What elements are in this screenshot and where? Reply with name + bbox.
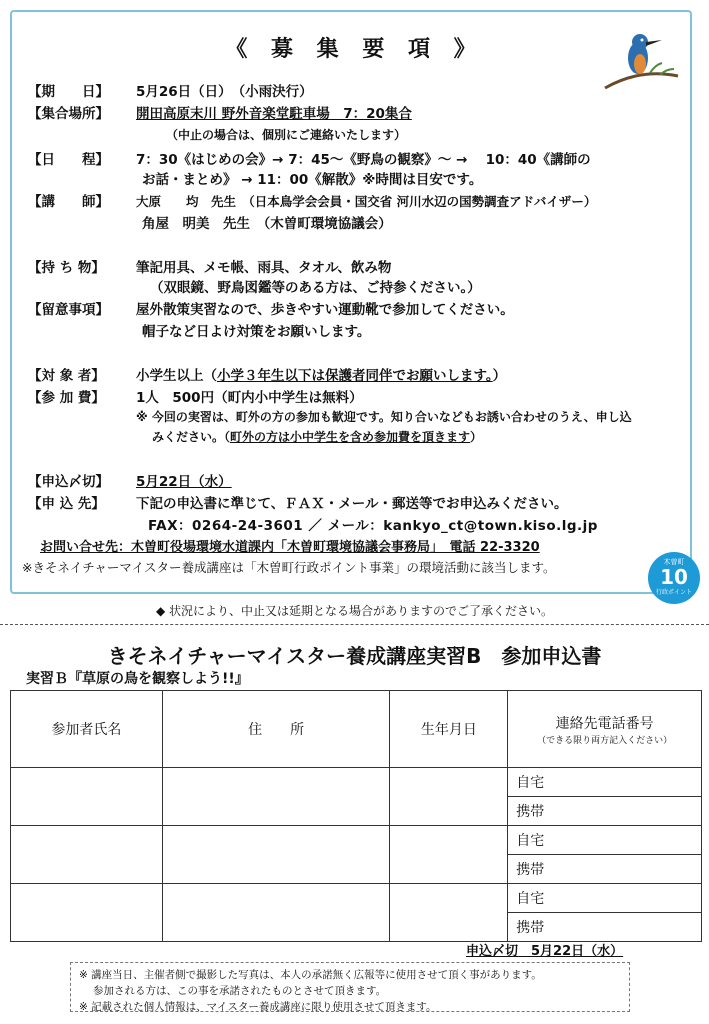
header-birthdate: 生年月日 xyxy=(390,691,508,768)
deadline-label: 【申込〆切】 xyxy=(28,474,109,490)
phone-note: （できる限り両方記入ください） xyxy=(537,735,673,746)
header-address: 住 所 xyxy=(162,691,390,768)
cut-line xyxy=(0,624,709,625)
home-phone-3[interactable]: 自宅 xyxy=(508,884,702,913)
mobile-phone-3[interactable]: 携帯 xyxy=(508,913,702,942)
place-note: （中止の場合は、個別にご連絡いたします） xyxy=(166,128,407,142)
badge-number: 10 xyxy=(660,565,688,589)
home-phone-2[interactable]: 自宅 xyxy=(508,826,702,855)
apply-label: 【申 込 先】 xyxy=(28,496,105,512)
name-field-2[interactable] xyxy=(11,826,163,884)
home-phone-1[interactable]: 自宅 xyxy=(508,768,702,797)
fee-note-2-underlined: 町外の方は小中学生を含め参加費を頂きます xyxy=(230,430,471,444)
schedule-line1: 7：30《はじめの会》→ 7：45～《野鳥の観察》～ → 10：40《講師の xyxy=(136,152,591,168)
caution-line1: 屋外散策実習なので、歩きやすい運動靴で参加してください。 xyxy=(136,302,514,318)
target-label: 【対 象 者】 xyxy=(28,368,105,384)
points-badge xyxy=(648,552,700,604)
page-title: 《 募 集 要 項 》 xyxy=(225,37,484,62)
notes-box xyxy=(70,962,630,1012)
header-phone-label: 連絡先電話番号 xyxy=(555,715,654,732)
points-note: ※きそネイチャーマイスター養成講座は「木曽町行政ポイント事業」の環境活動に該当します。 xyxy=(22,560,556,575)
badge-bottom: 行政ポイント xyxy=(655,589,692,596)
mobile-phone-1[interactable]: 携帯 xyxy=(508,797,702,826)
name-field-3[interactable] xyxy=(11,884,163,942)
fee-note-2-prefix: みください。（ xyxy=(152,430,231,444)
fee-value: 1人 500円（町内小中学生は無料） xyxy=(136,390,363,406)
caution-line2: 帽子など日よけ対策をお願いします。 xyxy=(142,324,371,340)
form-subtitle: 実習Ｂ『草原の鳥を観察しよう!!』 xyxy=(26,671,249,687)
kingfisher-illustration xyxy=(600,28,680,98)
target-suffix: ） xyxy=(492,368,507,384)
application-table xyxy=(10,690,702,942)
items-value: 筆記用具、メモ帳、雨具、タオル、飲み物 xyxy=(136,260,392,276)
address-field-2[interactable] xyxy=(162,826,390,884)
items-note: （双眼鏡、野鳥図鑑等のある方は、ご持参ください。） xyxy=(150,280,481,296)
fee-note-2-suffix: ） xyxy=(470,430,483,444)
items-label: 【持 ち 物】 xyxy=(28,260,105,276)
birthdate-field-1[interactable] xyxy=(390,768,508,826)
mobile-phone-2[interactable]: 携帯 xyxy=(508,855,702,884)
inquiry-line: お問い合せ先：木曽町役場環境水道課内「木曽町環境協議会事務局」 電話 22-3320 xyxy=(40,540,540,555)
badge-top: 木曽町 xyxy=(663,558,685,566)
header-name: 参加者氏名 xyxy=(11,691,163,768)
note-line-1: ※ 講座当日、主催者側で撮影した写真は、本人の承諾無く広報等に使用させて頂く事があります。 xyxy=(79,969,542,981)
name-field-1[interactable] xyxy=(11,768,163,826)
form-deadline: 申込〆切 5月22日（水） xyxy=(466,944,624,959)
birthdate-field-3[interactable] xyxy=(390,884,508,942)
lecturer-2: 角屋 明美 先生 （木曽町環境協議会） xyxy=(142,216,392,232)
contact-line: FAX：0264-24-3601 ／ メール：kankyo_ct@town.kiso.lg.jp xyxy=(148,518,598,534)
fee-note-1: ※ 今回の実習は、町外の方の参加も歓迎です。知り合いなどもお誘い合わせのうえ、申し込 xyxy=(136,410,632,424)
date-value: 5月26日（日） （小雨決行） xyxy=(136,84,313,100)
form-title: きそネイチャーマイスター養成講座実習B 参加申込書 xyxy=(107,644,602,668)
postpone-note: ◆ 状況により、中止又は延期となる場合がありますのでご了承ください。 xyxy=(155,604,554,618)
caution-label: 【留意事項】 xyxy=(28,302,109,318)
deadline-value: 5月22日（水） xyxy=(136,474,232,490)
apply-value: 下記の申込書に準じて、ＦＡＸ・メール・郵送等でお申込みください。 xyxy=(136,496,568,512)
note-line-3: ※ 記載された個人情報は、マイスター養成講座に限り使用させて頂きます。 xyxy=(79,1001,437,1013)
date-label: 【期 日】 xyxy=(28,84,109,100)
header-phone xyxy=(508,691,702,768)
note-line-2: 参加される方は、この事を承諾されたものとさせて頂きます。 xyxy=(93,985,387,997)
lecturer-1: 大原 均 先生 （日本鳥学会会員・国交省 河川水辺の国勢調査アドバイザー） xyxy=(136,194,597,209)
birthdate-field-2[interactable] xyxy=(390,826,508,884)
address-field-3[interactable] xyxy=(162,884,390,942)
lecturer-label: 【講 師】 xyxy=(28,194,109,210)
schedule-label: 【日 程】 xyxy=(28,152,109,168)
place-label: 【集合場所】 xyxy=(28,106,109,122)
schedule-line2: お話・まとめ》 → 11：00《解散》※時間は目安です。 xyxy=(142,172,483,188)
place-value: 開田高原末川 野外音楽堂駐車場 7：20集合 xyxy=(136,106,412,122)
target-underlined: 小学３年生以下は保護者同伴でお願いします。 xyxy=(217,368,493,384)
address-field-1[interactable] xyxy=(162,768,390,826)
target-prefix: 小学生以上（ xyxy=(136,368,217,384)
fee-label: 【参 加 費】 xyxy=(28,390,105,406)
